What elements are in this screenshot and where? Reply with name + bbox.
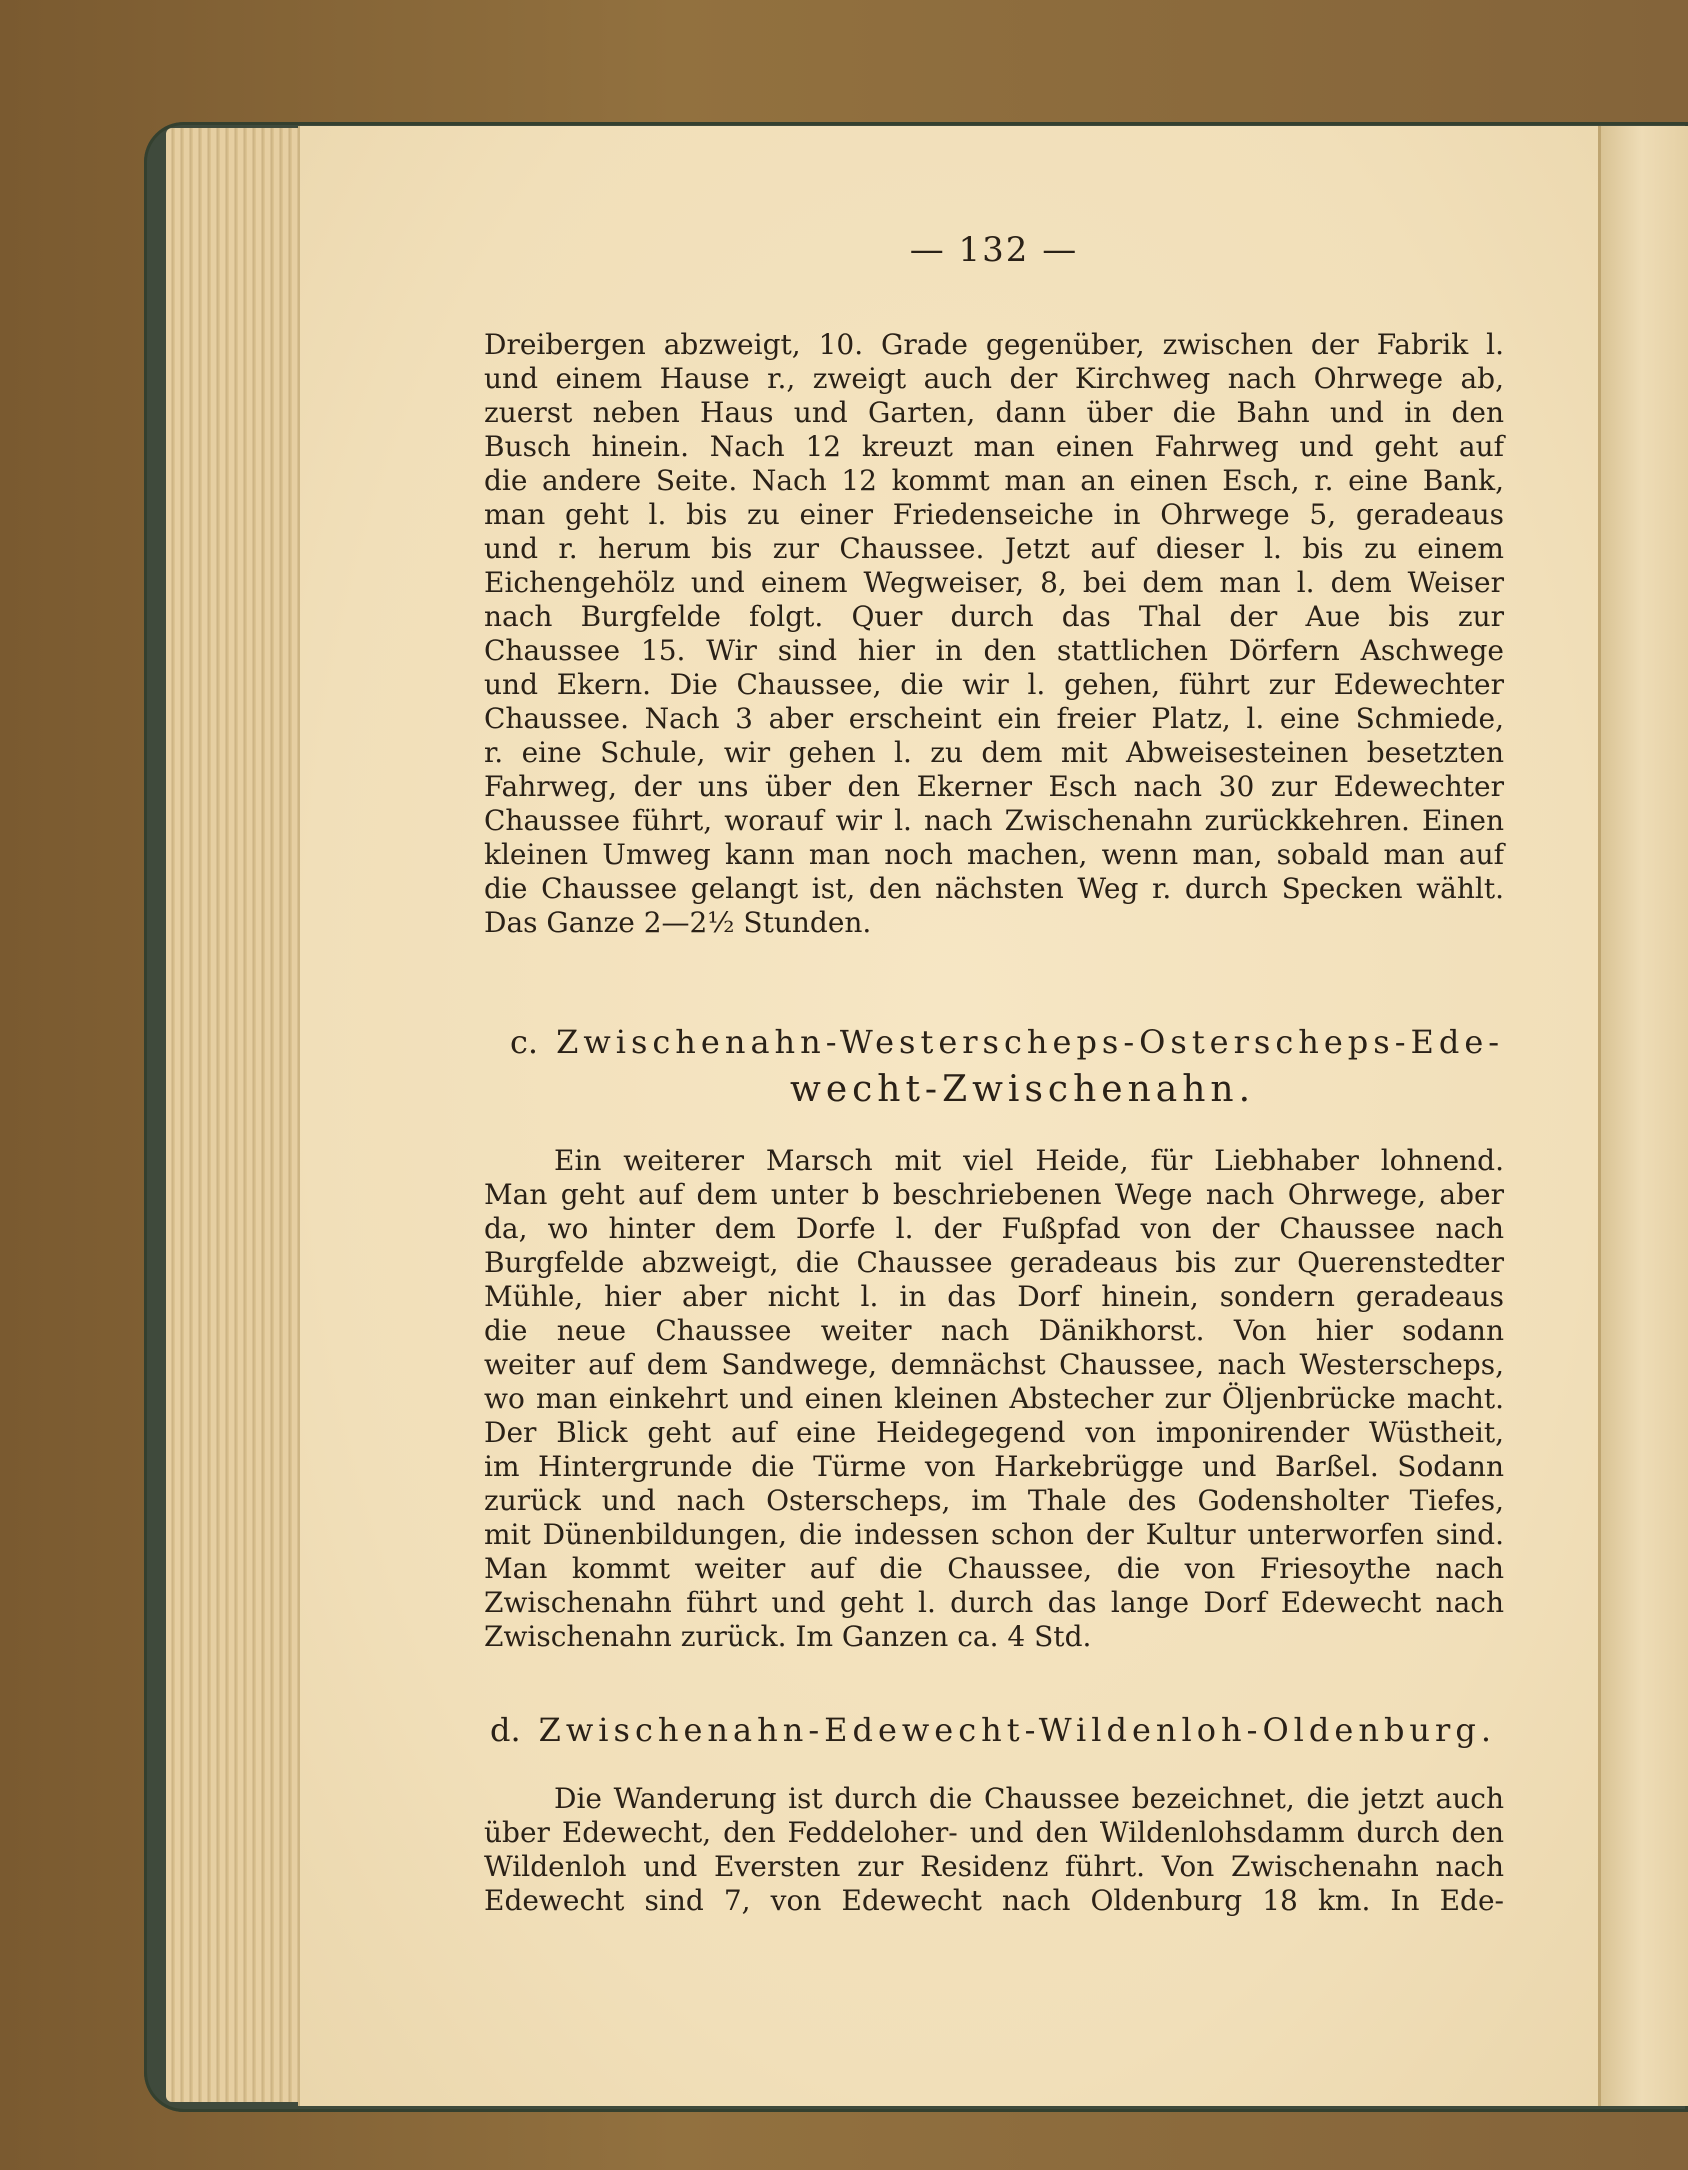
text-line: kleinen Umweg kann man noch machen, wenn man, sobald man auf <box>484 838 1504 871</box>
text-line: zuerst neben Haus und Garten, dann über die Bahn und in den <box>484 396 1504 429</box>
text-line: und einem Hause r., zweigt auch der Kirchweg nach Ohrwege ab, <box>484 362 1504 395</box>
text-line: Der Blick geht auf eine Heidegegend von imponirender Wüstheit, <box>484 1416 1504 1449</box>
text-line: Eichengehölz und einem Wegweiser, 8, bei dem man l. dem Weiser <box>484 566 1504 599</box>
text-line: Chaussee. Nach 3 aber erscheint ein freier Platz, l. eine Schmiede, <box>484 702 1504 735</box>
page-number: — 132 — <box>909 230 1079 270</box>
text-line: wo man einkehrt und einen kleinen Abstecher zur Öljenbrücke macht. <box>484 1382 1504 1415</box>
text-line: da, wo hinter dem Dorfe l. der Fußpfad von der Chaussee nach <box>484 1212 1504 1245</box>
text-line: Zwischenahn zurück. Im Ganzen ca. 4 Std. <box>484 1620 1092 1653</box>
section-d-letter: d. <box>490 1711 521 1749</box>
text-line: zurück und nach Osterscheps, im Thale des Godensholter Tiefes, <box>484 1484 1504 1517</box>
text-line: mit Dünenbildungen, die indessen schon der Kultur unterworfen sind. <box>484 1518 1504 1551</box>
text-line: Zwischenahn führt und geht l. durch das lange Dorf Edewecht nach <box>484 1586 1504 1619</box>
text-line: Busch hinein. Nach 12 kreuzt man einen Fahrweg und geht auf <box>484 430 1504 463</box>
text-line: und r. herum bis zur Chaussee. Jetzt auf dieser l. bis zu einem <box>484 532 1504 565</box>
text-line: r. eine Schule, wir gehen l. zu dem mit Abweisesteinen besetzten <box>484 736 1504 769</box>
text-line: Chaussee führt, worauf wir l. nach Zwischenahn zurückkehren. Einen <box>484 804 1504 837</box>
text-line: über Edewecht, den Feddeloher- und den Wildenlohsdamm durch den <box>484 1816 1504 1849</box>
text-line: im Hintergrunde die Türme von Harkebrügge und Barßel. Sodann <box>484 1450 1504 1483</box>
section-c-title-line-1: Zwischenahn-Westerscheps-Osterscheps-Ede- <box>556 1023 1505 1061</box>
section-d-title: Zwischenahn-Edewecht-Wildenloh-Oldenburg. <box>538 1711 1496 1749</box>
text-line: weiter auf dem Sandwege, demnächst Chaussee, nach Westerscheps, <box>484 1348 1504 1381</box>
text-line: Mühle, hier aber nicht l. in das Dorf hinein, sondern geradeaus <box>484 1280 1504 1313</box>
text-line: Dreibergen abzweigt, 10. Grade gegenüber, zwischen der Fabrik l. <box>484 328 1504 361</box>
text-line: Fahrweg, der uns über den Ekerner Esch nach 30 zur Edewechter <box>484 770 1504 803</box>
section-c-title-line-2: wecht-Zwischenahn. <box>790 1069 1256 1110</box>
text-line: die Chaussee gelangt ist, den nächsten Weg r. durch Specken wählt. <box>484 872 1504 905</box>
text-line: man geht l. bis zu einer Friedenseiche in Ohrwege 5, geradeaus <box>484 498 1504 531</box>
text-line: Chaussee 15. Wir sind hier in den stattlichen Dörfern Aschwege <box>484 634 1504 667</box>
section-c-heading-line-1 <box>510 1020 1504 1064</box>
text-line: Man geht auf dem unter b beschriebenen Wege nach Ohrwege, aber <box>484 1178 1504 1211</box>
section-d-heading <box>490 1708 1496 1752</box>
section-c-letter: c. <box>510 1023 539 1061</box>
text-line: die neue Chaussee weiter nach Dänikhorst. Von hier sodann <box>484 1314 1504 1347</box>
text-line: Ein weiterer Marsch mit viel Heide, für Liebhaber lohnend. <box>554 1144 1504 1177</box>
text-line: und Ekern. Die Chaussee, die wir l. gehen, führt zur Edewechter <box>484 668 1504 701</box>
text-line: Das Ganze 2—2½ Stunden. <box>484 906 872 939</box>
text-line: Man kommt weiter auf die Chaussee, die von Friesoythe nach <box>484 1552 1504 1585</box>
text-line: Die Wanderung ist durch die Chaussee bezeichnet, die jetzt auch <box>554 1782 1504 1815</box>
text-line: Wildenloh und Eversten zur Residenz führt. Von Zwischenahn nach <box>484 1850 1504 1883</box>
text-line: die andere Seite. Nach 12 kommt man an einen Esch, r. eine Bank, <box>484 464 1504 497</box>
book-gutter <box>1598 126 1688 2106</box>
text-line: nach Burgfelde folgt. Quer durch das Thal der Aue bis zur <box>484 600 1504 633</box>
page-edges <box>166 128 316 2102</box>
text-line: Edewecht sind 7, von Edewecht nach Oldenburg 18 km. In Ede- <box>484 1884 1504 1917</box>
text-line: Burgfelde abzweigt, die Chaussee geradeaus bis zur Querenstedter <box>484 1246 1504 1279</box>
